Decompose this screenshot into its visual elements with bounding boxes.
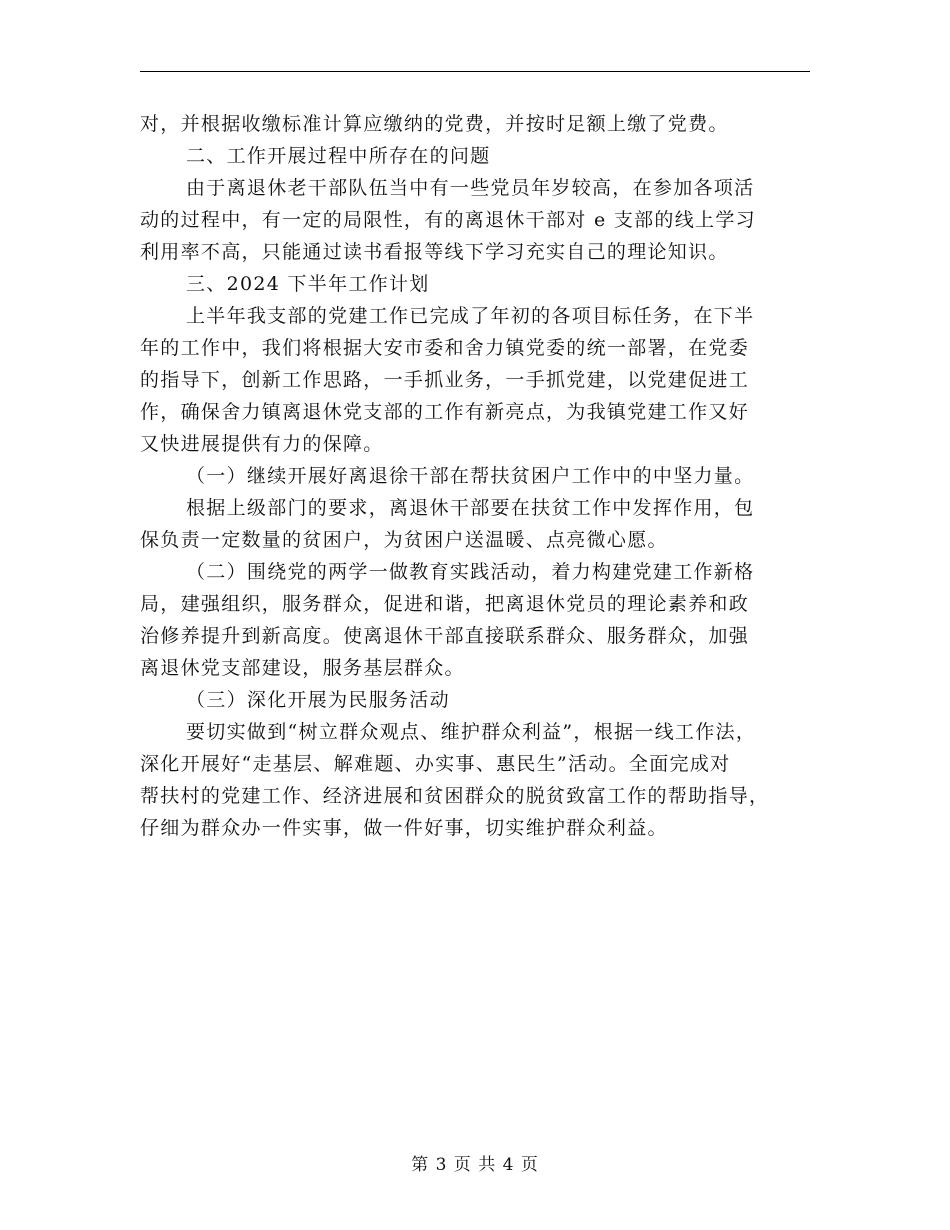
text-line: 根据上级部门的要求，离退休干部要在扶贫工作中发挥作用，包: [186, 497, 755, 519]
subsection-heading: （二）围绕党的两学一做教育实践活动，着力构建党建工作新格: [186, 561, 755, 583]
text-line: 上半年我支部的党建工作已完成了年初的各项目标任务，在下半: [186, 305, 755, 327]
subsection-heading: （三）深化开展为民服务活动: [186, 689, 450, 711]
text-line: 由于离退休老干部队伍当中有一些党员年岁较高，在参加各项活: [186, 177, 755, 199]
text-line: 仔细为群众办一件实事，做一件好事，切实维护群众利益。: [140, 817, 668, 839]
section-heading: 二、工作开展过程中所存在的问题: [186, 145, 491, 167]
text-line: 治修养提升到新高度。使离退休干部直接联系群众、服务群众，加强: [140, 625, 750, 647]
header-rule: [140, 71, 810, 72]
text-line: 离退休党支部建设，服务基层群众。: [140, 657, 465, 679]
page-number-footer: 第 3 页 共 4 页: [411, 1155, 539, 1175]
text-block: [140, 108, 810, 844]
section-heading: 三、2024 下半年工作计划: [186, 273, 430, 295]
text-line: 动的过程中，有一定的局限性，有的离退休干部对 e 支部的线上学习: [140, 209, 756, 231]
text-line: 对，并根据收缴标准计算应缴纳的党费，并按时足额上缴了党费。: [140, 113, 729, 135]
text-line: 帮扶村的党建工作、经济进展和贫困群众的脱贫致富工作的帮助指导，: [140, 785, 770, 807]
text-line: 要切实做到“树立群众观点、维护群众利益”，根据一线工作法，: [186, 721, 757, 743]
text-line: 作，确保舍力镇离退休党支部的工作有新亮点，为我镇党建工作又好: [140, 401, 750, 423]
text-line: 的指导下，创新工作思路，一手抓业务，一手抓党建，以党建促进工: [140, 369, 750, 391]
text-line: 利用率不高，只能通过读书看报等线下学习充实自己的理论知识。: [140, 241, 729, 263]
subsection-heading: （一）继续开展好离退徐干部在帮扶贫困户工作中的中坚力量。: [186, 465, 755, 487]
document-body: [140, 108, 810, 844]
text-line: 年的工作中，我们将根据大安市委和舍力镇党委的统一部署，在党委: [140, 337, 750, 359]
text-line: 局，建强组织，服务群众，促进和谐，把离退休党员的理论素养和政: [140, 593, 750, 615]
text-line: 深化开展好“走基层、解难题、办实事、惠民生”活动。全面完成对: [140, 753, 731, 775]
text-line: 保负责一定数量的贫困户，为贫困户送温暖、点亮微心愿。: [140, 529, 668, 551]
text-line: 又快进展提供有力的保障。: [140, 433, 384, 455]
